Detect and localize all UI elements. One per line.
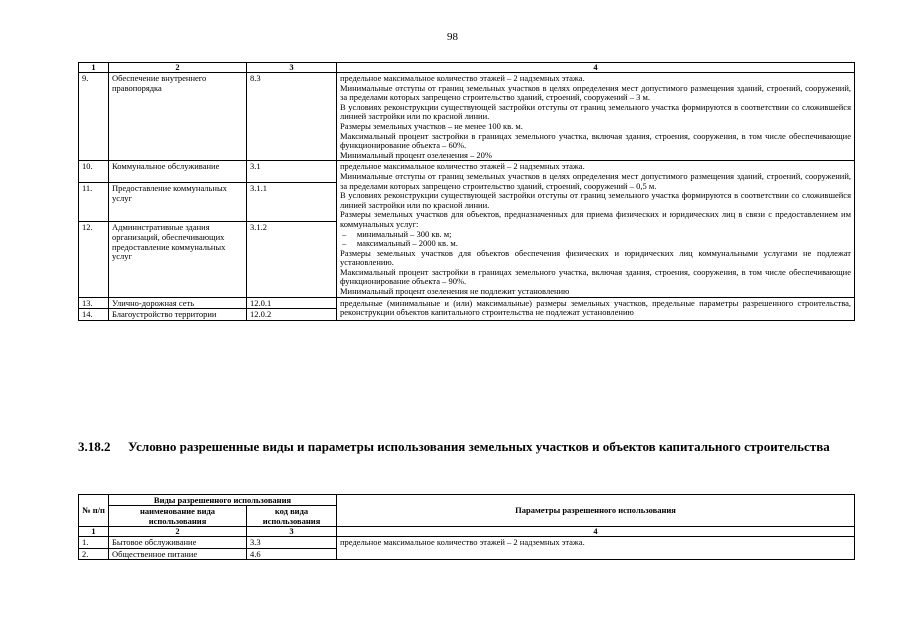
table-row bbox=[79, 161, 855, 183]
use-parameters: предельное максимальное количество этажей – 2 надземных этажа. bbox=[337, 537, 855, 560]
table-row bbox=[79, 297, 855, 309]
section-heading bbox=[78, 439, 868, 454]
row-number: 11. bbox=[79, 182, 109, 221]
use-name: Общественное питание bbox=[109, 548, 247, 560]
index-cell: 1 bbox=[79, 527, 109, 537]
table-index-row bbox=[79, 527, 855, 537]
index-cell: 3 bbox=[247, 527, 337, 537]
param-text: Размеры земельных участков для объектов, предназначенных для приема физических и юридических лиц в связи с предоставлением им коммунальных услуг: bbox=[340, 209, 851, 229]
param-text: предельное максимальное количество этажей – 2 надземных этажа. bbox=[340, 73, 585, 83]
col-name-header: наименование вида использования bbox=[109, 506, 247, 527]
param-text: Минимальные отступы от границ земельных участков в целях определения мест допустимого размещения зданий, строений, сооружений, за пределами которых запрещено строительство зданий, строений, сооружений – 0,5 м. bbox=[340, 170, 851, 191]
row-number: 14. bbox=[79, 309, 109, 321]
header-cell: 3 bbox=[247, 63, 337, 73]
param-text: Минимальные отступы от границ земельных участков в целях определения мест допустимого размещения зданий, строений, сооружений, за пределами которых запрещено строительство зданий, строений, сооружений – 3 м. bbox=[340, 82, 851, 103]
use-name: Бытовое обслуживание bbox=[109, 537, 247, 549]
use-name: Предоставление коммунальных услуг bbox=[109, 182, 247, 221]
param-text: Размеры земельных участков – не менее 100 кв. м. bbox=[340, 120, 523, 131]
header-cell: 2 bbox=[109, 63, 247, 73]
param-text: Минимальный процент озеленения – 20% bbox=[340, 149, 492, 160]
table-header-row bbox=[79, 495, 855, 506]
index-cell: 2 bbox=[109, 527, 247, 537]
use-code: 3.1 bbox=[247, 161, 337, 183]
param-text: В условиях реконструкции существующей застройки отступы от границ земельного участка формируются в соответствии со сложившейся линией застройки или по красной линии. bbox=[340, 101, 851, 122]
use-name: Благоустройство территории bbox=[109, 309, 247, 321]
use-code: 3.1.1 bbox=[247, 182, 337, 221]
param-text: Размеры земельных участков для объектов обеспечения физических и юридических лиц коммунальными услугами не подлежат установлению. bbox=[340, 247, 851, 268]
use-code: 12.0.1 bbox=[247, 297, 337, 309]
use-name: Обеспечение внутреннего правопорядка bbox=[109, 73, 247, 161]
use-code: 4.6 bbox=[247, 548, 337, 560]
use-name: Улично-дорожная сеть bbox=[109, 297, 247, 309]
use-parameters: предельные (минимальные и (или) максимальные) размеры земельных участков, предельные параметры разрешенного строительства, реконструкции объектов капитального строительства не подлежат установлению bbox=[337, 297, 855, 320]
table-row bbox=[79, 537, 855, 549]
row-number: 9. bbox=[79, 73, 109, 161]
row-number: 10. bbox=[79, 161, 109, 183]
param-text: Максимальный процент застройки в границах земельного участка, включая здания, строения, сооружения, в том числе обеспечивающие функционирование объекта – 90%. bbox=[340, 266, 851, 287]
col-number-header: № п/п bbox=[79, 495, 109, 527]
section-number: 3.18.2 bbox=[78, 439, 111, 454]
row-number: 1. bbox=[79, 537, 109, 549]
param-text: Максимальный процент застройки в границах земельного участка, включая здания, строения, сооружения, в том числе обеспечивающие функционирование объекта – 60%. bbox=[340, 130, 851, 151]
header-cell: 1 bbox=[79, 63, 109, 73]
conditional-uses-table bbox=[78, 494, 855, 560]
col-code-header: код вида использования bbox=[247, 506, 337, 527]
param-bullet: – максимальный – 2000 кв. м. bbox=[342, 238, 458, 249]
use-code: 8.3 bbox=[247, 73, 337, 161]
row-number: 2. bbox=[79, 548, 109, 560]
param-text: Минимальный процент озеленения не подлежит установлению bbox=[340, 286, 570, 297]
param-text: предельное максимальное количество этажей – 2 надземных этажа. bbox=[340, 161, 585, 172]
use-parameters bbox=[337, 161, 855, 297]
section-title: Условно разрешенные виды и параметры использования земельных участков и объектов капитального строительства bbox=[128, 439, 830, 454]
table-row bbox=[79, 73, 855, 161]
permitted-uses-table bbox=[78, 62, 855, 321]
param-bullet: – минимальный – 300 кв. м; bbox=[342, 228, 452, 239]
use-code: 3.1.2 bbox=[247, 222, 337, 297]
use-code: 12.0.2 bbox=[247, 309, 337, 321]
use-name: Коммунальное обслуживание bbox=[109, 161, 247, 183]
header-cell: 4 bbox=[337, 63, 855, 73]
use-parameters bbox=[337, 73, 855, 161]
row-number: 12. bbox=[79, 222, 109, 297]
use-name: Административные здания организаций, обеспечивающих предоставление коммунальных услуг bbox=[109, 222, 247, 297]
row-number: 13. bbox=[79, 297, 109, 309]
col-params-header: Параметры разрешенного использования bbox=[337, 495, 855, 527]
page-number: 98 bbox=[447, 31, 458, 43]
param-text: В условиях реконструкции существующей застройки отступы от границ земельного участка формируются в соответствии со сложившейся линией застройки или по красной линии. bbox=[340, 190, 851, 210]
index-cell: 4 bbox=[337, 527, 855, 537]
group-header: Виды разрешенного использования bbox=[109, 495, 337, 506]
table-header-row bbox=[79, 63, 855, 73]
use-code: 3.3 bbox=[247, 537, 337, 549]
